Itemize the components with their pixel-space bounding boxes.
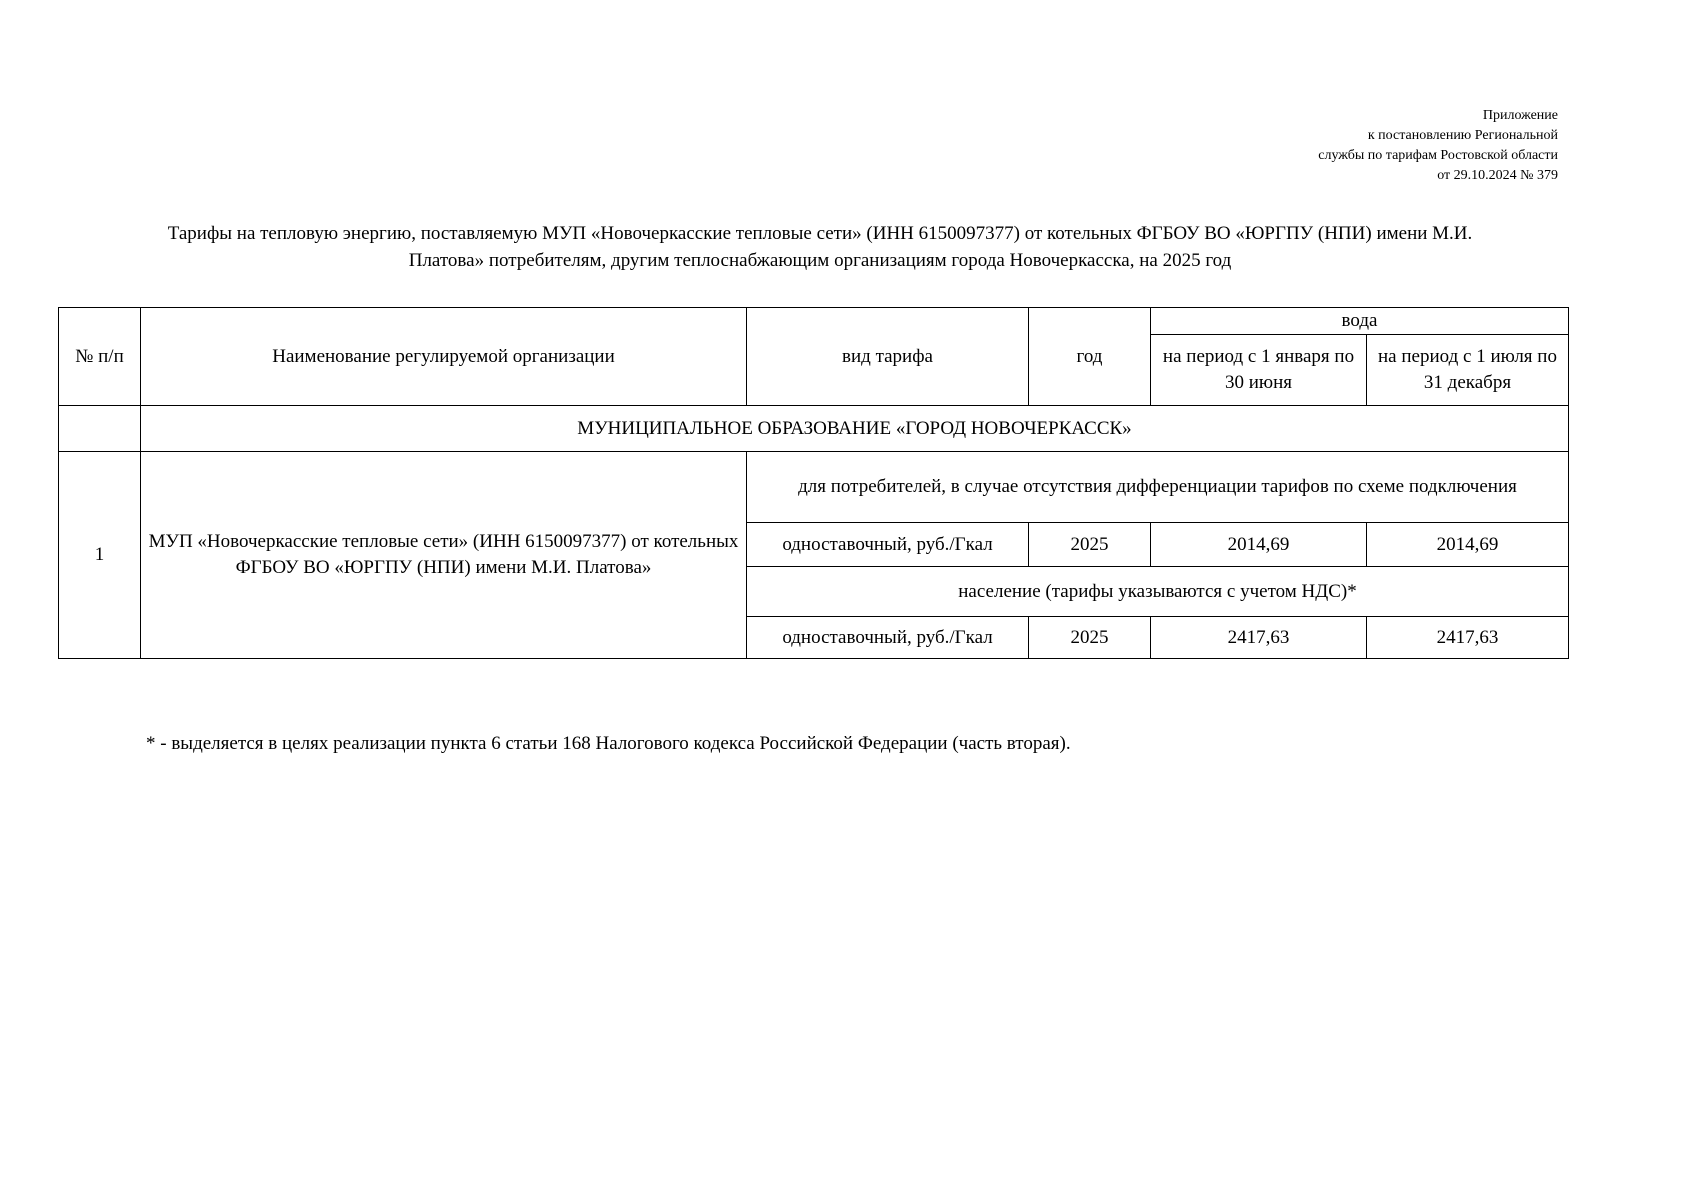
appendix-line: службы по тарифам Ростовской области <box>1318 148 1558 163</box>
title-line: Платова» потребителям, другим теплоснабжающим организациям города Новочеркасска, на 2025 год <box>408 250 1232 271</box>
row-organization: МУП «Новочеркасские тепловые сети» (ИНН 6150097377) от котельных ФГБОУ ВО «ЮРГПУ (НПИ) имени М.И. Платова» <box>141 452 747 659</box>
row-number: 1 <box>59 452 141 659</box>
header-medium: вода <box>1151 308 1569 335</box>
header-number: № п/п <box>59 308 141 406</box>
population-tariff-type: одноставочный, руб./Гкал <box>747 617 1029 659</box>
municipality-row: МУНИЦИПАЛЬНОЕ ОБРАЗОВАНИЕ «ГОРОД НОВОЧЕРКАССК» <box>141 406 1569 452</box>
group-population: население (тарифы указываются с учетом НДС)* <box>747 567 1569 617</box>
consumers-tariff-type: одноставочный, руб./Гкал <box>747 523 1029 567</box>
tariff-table <box>58 307 1569 659</box>
consumers-period-2: 2014,69 <box>1367 523 1569 567</box>
title-line: Тарифы на тепловую энергию, поставляемую МУП «Новочеркасские тепловые сети» (ИНН 6150097377) от котельных ФГБОУ ВО «ЮРГПУ (НПИ) имени М.И. <box>167 223 1473 244</box>
appendix-line: от 29.10.2024 № 379 <box>1437 168 1558 183</box>
header-period-1: на период с 1 января по 30 июня <box>1151 335 1367 406</box>
appendix-line: Приложение <box>1482 108 1558 123</box>
consumers-period-1: 2014,69 <box>1151 523 1367 567</box>
header-tariff-type: вид тарифа <box>747 308 1029 406</box>
population-year: 2025 <box>1029 617 1151 659</box>
population-period-1: 2417,63 <box>1151 617 1367 659</box>
population-period-2: 2417,63 <box>1367 617 1569 659</box>
header-year: год <box>1029 308 1151 406</box>
header-period-2: на период с 1 июля по 31 декабря <box>1367 335 1569 406</box>
group-consumers: для потребителей, в случае отсутствия дифференциации тарифов по схеме подключения <box>747 452 1569 523</box>
document-title <box>60 220 1580 274</box>
appendix-block <box>1318 106 1558 186</box>
appendix-line: к постановлению Региональной <box>1367 128 1558 143</box>
consumers-year: 2025 <box>1029 523 1151 567</box>
header-organization: Наименование регулируемой организации <box>141 308 747 406</box>
empty-cell <box>59 406 141 452</box>
footnote: * - выделяется в целях реализации пункта 6 статьи 168 Налогового кодекса Российской Федерации (часть вторая). <box>146 733 1071 754</box>
